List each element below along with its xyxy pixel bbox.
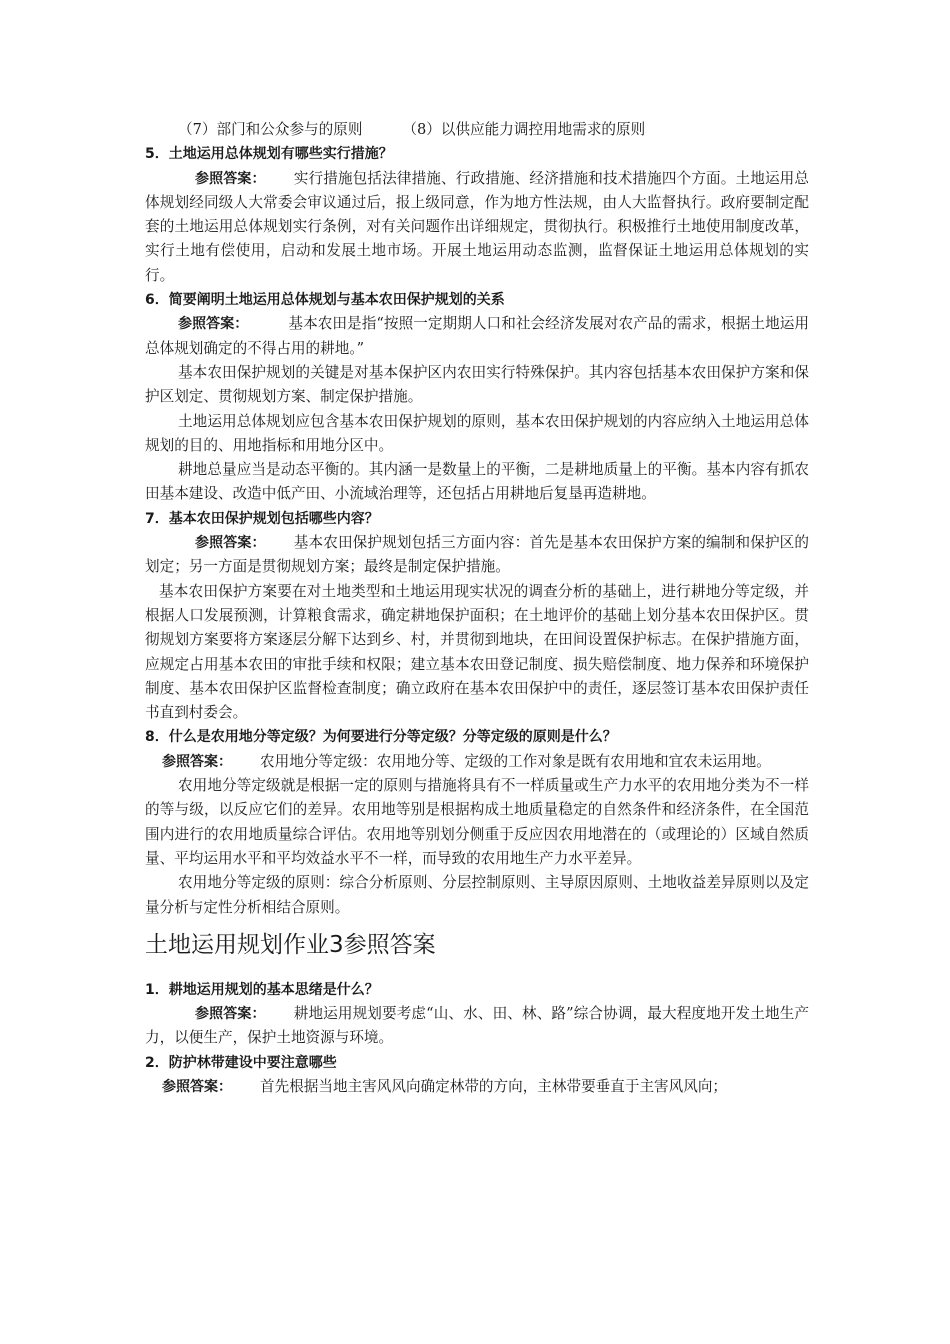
document-page xyxy=(145,118,809,1099)
section3-answer-1: 参照答案： 耕地运用规划要考虑“山、水、田、林、路”综合协调，最大程度地开发土地生产力，以便生产，保护土地资源与环境。 xyxy=(145,1005,810,1047)
section3-answer-2: 参照答案： 首先根据当地主害风风向确定林带的方向，主林带要垂直于主害风风向； xyxy=(162,1077,728,1095)
answer-6-para-2: 基本农田保护规划的关键是对基本保护区内农田实行特殊保护。其内容包括基本农田保护方案和保护区划定、贯彻规划方案、制定保护措施。 xyxy=(145,363,809,406)
answer-6: 参照答案： 基本农田是指“按照一定期期人口和社会经济发展对农产品的需求，根据土地运用总体规划确定的不得占用的耕地。” xyxy=(145,315,810,357)
answer-6-para-3: 土地运用总体规划应包含基本农田保护规划的原则，基本农田保护规划的内容应纳入土地运用总体规划的目的、用地指标和用地分区中。 xyxy=(145,412,809,454)
answer-8: 参照答案： 农用地分等定级：农用地分等、定级的工作对象是既有农用地和宜农未运用地。 xyxy=(162,752,771,770)
answer-8-para-2: 农用地分等定级就是根据一定的原则与措施将具有不一样质量或生产力水平的农用地分类为不一样的等与级，以反应它们的差异。农用地等别是根据构成土地质量稳定的自然条件和经济条件，在全国范围内进行的农用地质量综合评估。农用地等别划分侧重于反应因农用地潜在的（或理论的）区域自然质量、平均运用水平和平均效益水平不一样，而导致的农用地生产力水平差异。 xyxy=(145,777,809,867)
question-6: 6．简要阐明土地运用总体规划与基本农田保护规划的关系 xyxy=(145,292,505,309)
answer-label: 参照答案： xyxy=(178,316,249,333)
answer-label: 参照答案： xyxy=(195,170,266,187)
answer-7-para-2: 基本农田保护方案要在对土地类型和土地运用现实状况的调查分析的基础上，进行耕地分等定级，并根据人口发展预测，计算粮食需求，确定耕地保护面积；在土地评价的基础上划分基本农田保护区。贯彻规划方案要将方案逐层分解下达到乡、村，并贯彻到地块，在田间设置保护标志。在保护措施方面，应规定占用基本农田的审批手续和权限；建立基本农田登记制度、损失赔偿制度、地力保养和环境保护制度、基本农田保护区监督检查制度；确立政府在基本农田保护中的责任，逐层签订基本农田保护责任书直到村委会。 xyxy=(145,582,809,722)
question-7: 7．基本农田保护规划包括哪些内容？ xyxy=(145,510,379,527)
answer-7: 参照答案： 基本农田保护规划包括三方面内容：首先是基本农田保护方案的编制和保护区的划定；另一方面是贯彻规划方案；最终是制定保护措施。 xyxy=(145,534,809,576)
answer-label: 参照答案： xyxy=(162,1078,232,1095)
question-5: 5．土地运用总体规划有哪些实行措施？ xyxy=(145,146,393,163)
answer-label: 参照答案： xyxy=(162,753,232,770)
answer-5: 参照答案： 实行措施包括法律措施、行政措施、经济措施和技术措施四个方面。土地运用总体规划经同级人大常委会审议通过后，报上级同意，作为地方性法规，由人大监督执行。政府要制定配套的土地运用总体规划实行条例，对有关问题作出详细规定，贯彻执行。积极推行土地使用制度改革，实行土地有偿使用，启动和发展土地市场。开展土地运用动态监测，监督保证土地运用总体规划的实行。 xyxy=(145,169,809,284)
section-title: 土地运用规划作业3参照答案 xyxy=(145,931,436,958)
section3-question-2: 2．防护林带建设中要注意哪些 xyxy=(145,1054,337,1071)
section3-question-1: 1．耕地运用规划的基本思绪是什么？ xyxy=(145,981,379,998)
principles-line xyxy=(145,118,809,142)
answer-6-para-4: 耕地总量应当是动态平衡的。其内涵一是数量上的平衡，二是耕地质量上的平衡。基本内容有抓农田基本建设、改造中低产田、小流域治理等，还包括占用耕地后复垦再造耕地。 xyxy=(145,461,809,503)
question-8: 8．什么是农用地分等定级？为何要进行分等定级？分等定级的原则是什么？ xyxy=(145,729,617,746)
principle-8: （8）以供应能力调控用地需求的原则 xyxy=(402,121,646,138)
answer-label: 参照答案： xyxy=(195,535,266,552)
answer-8-para-3: 农用地分等定级的原则：综合分析原则、分层控制原则、主导原因原则、土地收益差异原则以及定量分析与定性分析相结合原则。 xyxy=(145,874,809,916)
answer-label: 参照答案： xyxy=(195,1006,266,1023)
principle-7: （7）部门和公众参与的原则 xyxy=(178,121,363,138)
